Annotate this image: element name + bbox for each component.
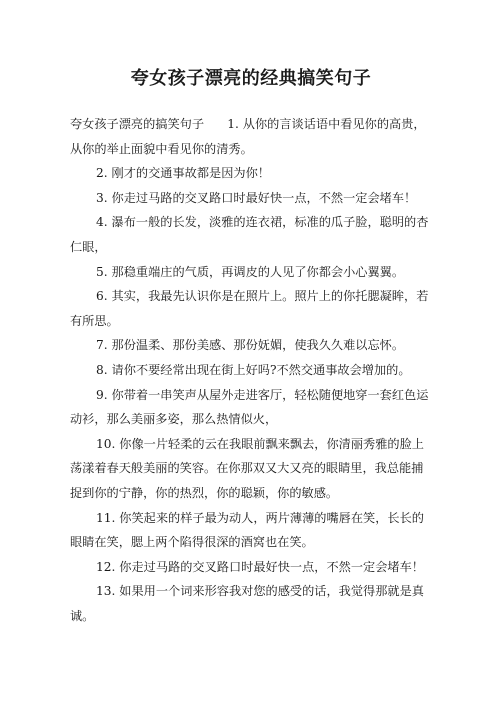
intro-paragraph: 夸女孩子漂亮的搞笑句子 1. 从你的言谈话语中看见你的高贵，从你的举止面貌中看见你的清秀。	[70, 117, 426, 156]
list-item: 12. 你走过马路的交叉路口时最好快一点，不然一定会堵车！	[96, 559, 424, 574]
list-item: 10. 你像一片轻柔的云在我眼前飘来飘去，你清丽秀雅的脸上荡漾着春天般美丽的笑容。在你那双又大又亮的眼睛里，我总能捕捉到你的宁静，你的热烈，你的聪颖，你的敏感。	[70, 436, 424, 500]
list-item: 3. 你走过马路的交叉路口时最好快一点，不然一定会堵车！	[96, 190, 417, 205]
list-item: 13. 如果用一个词来形容我对您的感受的话，我觉得那就是真诚。	[70, 584, 424, 623]
list-item: 9. 你带着一串笑声从屋外走进客厅，轻松随便地穿一套红色运动衫，那么美丽多姿，那么热情似火，	[70, 387, 429, 427]
list-item: 4. 瀑布一般的长发，淡雅的连衣裙，标准的瓜子脸，聪明的杏仁眼，	[70, 215, 429, 254]
document-title: 夸女孩子漂亮的经典搞笑句子	[130, 68, 372, 89]
list-item: 8. 请你不要经常出现在街上好吗?不然交通事故会增加的。	[96, 362, 411, 377]
list-item: 7. 那份温柔、那份美感、那份妩媚，使我久久难以忘怀。	[96, 338, 405, 353]
list-item: 5. 那稳重端庄的气质，再调皮的人见了你都会小心翼翼。	[96, 264, 405, 279]
list-item: 6. 其实，我最先认识你是在照片上。照片上的你托腮凝眸，若有所思。	[70, 289, 429, 328]
list-item: 11. 你笑起来的样子最为动人，两片薄薄的嘴唇在笑，长长的眼睛在笑，腮上两个陷得很深的酒窝也在笑。	[70, 510, 424, 550]
list-item: 2. 刚才的交通事故都是因为你！	[96, 166, 270, 181]
